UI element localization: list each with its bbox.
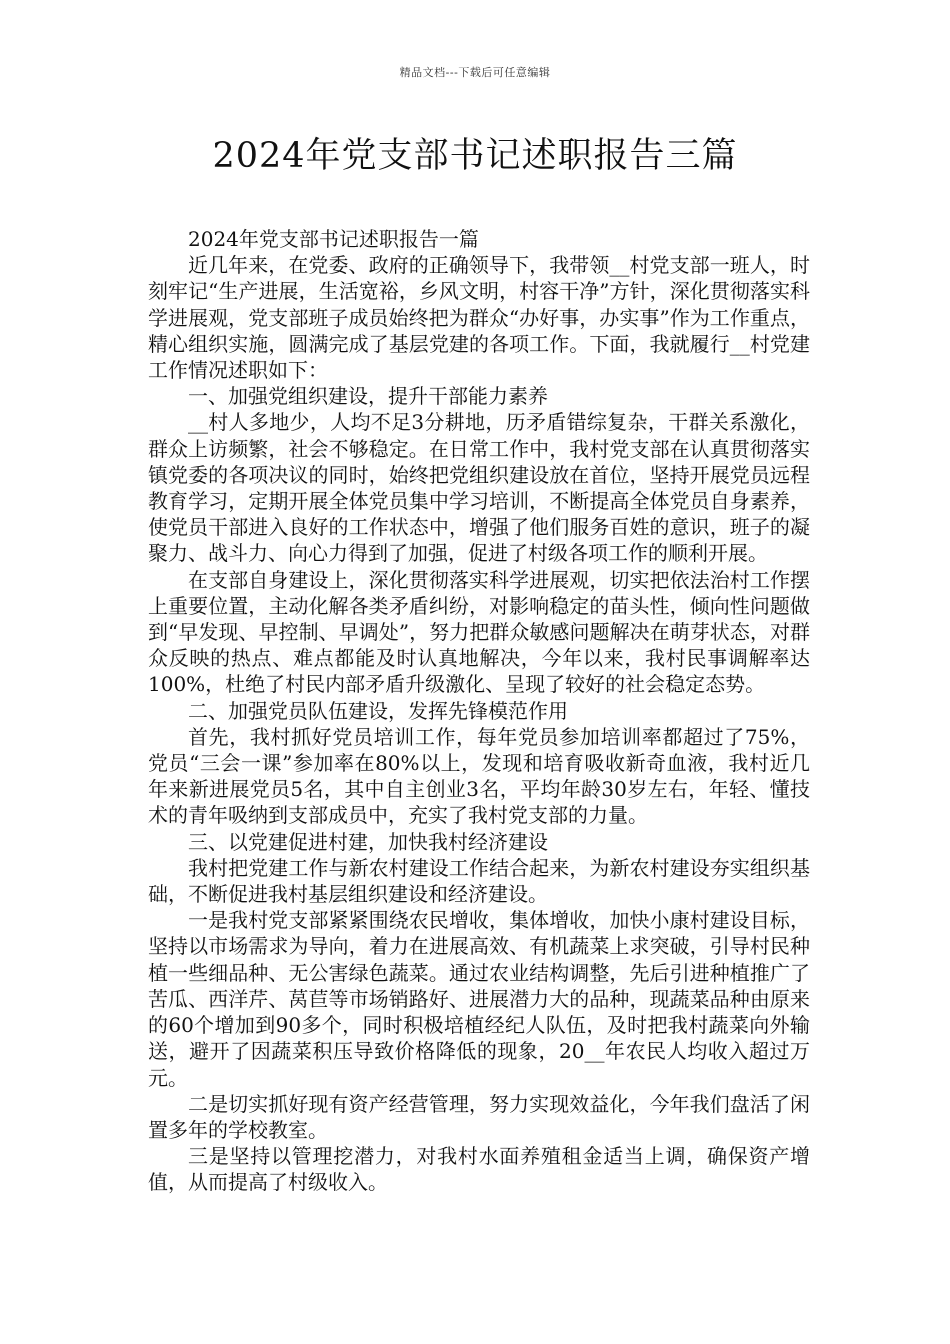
section-heading-2: 二、加强党员队伍建设，发挥先锋模范作用	[188, 698, 568, 723]
paragraph: __村人多地少，人均不足3分耕地，历矛盾错综复杂，干群关系激化，群众上访频繁，社会不够稳定。在日常工作中，我村党支部在认真贯彻落实镇党委的各项决议的同时，始终把党组织建设放在首位，坚持开展党员远程教育学习，定期开展全体党员集中学习培训，不断提高全体党员自身素养，使党员干部进入良好的工作状态中，增强了他们服务百姓的意识，班子的凝聚力、战斗力、向心力得到了加强，促进了村级各项工作的顺利开展。	[148, 410, 810, 566]
header-note: 精品文档---下载后可任意编辑	[399, 66, 551, 79]
paragraph: 二是切实抓好现有资产经营管理，努力实现效益化，今年我们盘活了闲置多年的学校教室。	[148, 1091, 810, 1142]
paragraph: 三是坚持以管理挖潜力，对我村水面养殖租金适当上调，确保资产增值，从而提高了村级收入。	[148, 1144, 810, 1195]
paragraph: 在支部自身建设上，深化贯彻落实科学进展观，切实把依法治村工作摆上重要位置，主动化解各类矛盾纠纷，对影响稳定的苗头性，倾向性问题做到“早发现、早控制、早调处”，努力把群众敏感问题解决在萌芽状态，对群众反映的热点、难点都能及时认真地解决，今年以来，我村民事调解率达100%，杜绝了村民内部矛盾升级激化、呈现了较好的社会稳定态势。	[148, 567, 810, 697]
paragraph: 我村把党建工作与新农村建设工作结合起来，为新农村建设夯实组织基础，不断促进我村基层组织建设和经济建设。	[148, 855, 810, 907]
paragraph: 首先，我村抓好党员培训工作，每年党员参加培训率都超过了75%，党员“三会一课”参加率在80%以上，发现和培育吸收新奇血液，我村近几年来新进展党员5名，其中自主创业3名，平均年龄30岁左右，年轻、懂技术的青年吸纳到支部成员中，充实了我村党支部的力量。	[148, 724, 810, 828]
document-title: 2024年党支部书记述职报告三篇	[212, 136, 738, 176]
section-heading-1: 一、加强党组织建设，提升干部能力素养	[188, 384, 548, 409]
document-body	[148, 226, 810, 1196]
section-heading-3: 三、以党建促进村建，加快我村经济建设	[188, 829, 548, 854]
report-subtitle: 2024年党支部书记述职报告一篇	[188, 227, 479, 251]
paragraph-intro: 近几年来，在党委、政府的正确领导下，我带领__村党支部一班人，时刻牢记“生产进展，生活宽裕，乡风文明，村容干净”方针，深化贯彻落实科学进展观，党支部班子成员始终把为群众“办好事，办实事”作为工作重点，精心组织实施，圆满完成了基层党建的各项工作。下面，我就履行__村党建工作情况述职如下：	[148, 253, 810, 383]
paragraph: 一是我村党支部紧紧围绕农民增收，集体增收，加快小康村建设目标，坚持以市场需求为导向，着力在进展高效、有机蔬菜上求突破，引导村民种植一些细品种、无公害绿色蔬菜。通过农业结构调整，先后引进种植推广了苦瓜、西洋芹、莴苣等市场销路好、进展潜力大的品种，现蔬菜品种由原来的60个增加到90多个，同时积极培植经纪人队伍，及时把我村蔬菜向外输送，避开了因蔬菜积压导致价格降低的现象，20__年农民人均收入超过万元。	[148, 908, 810, 1090]
